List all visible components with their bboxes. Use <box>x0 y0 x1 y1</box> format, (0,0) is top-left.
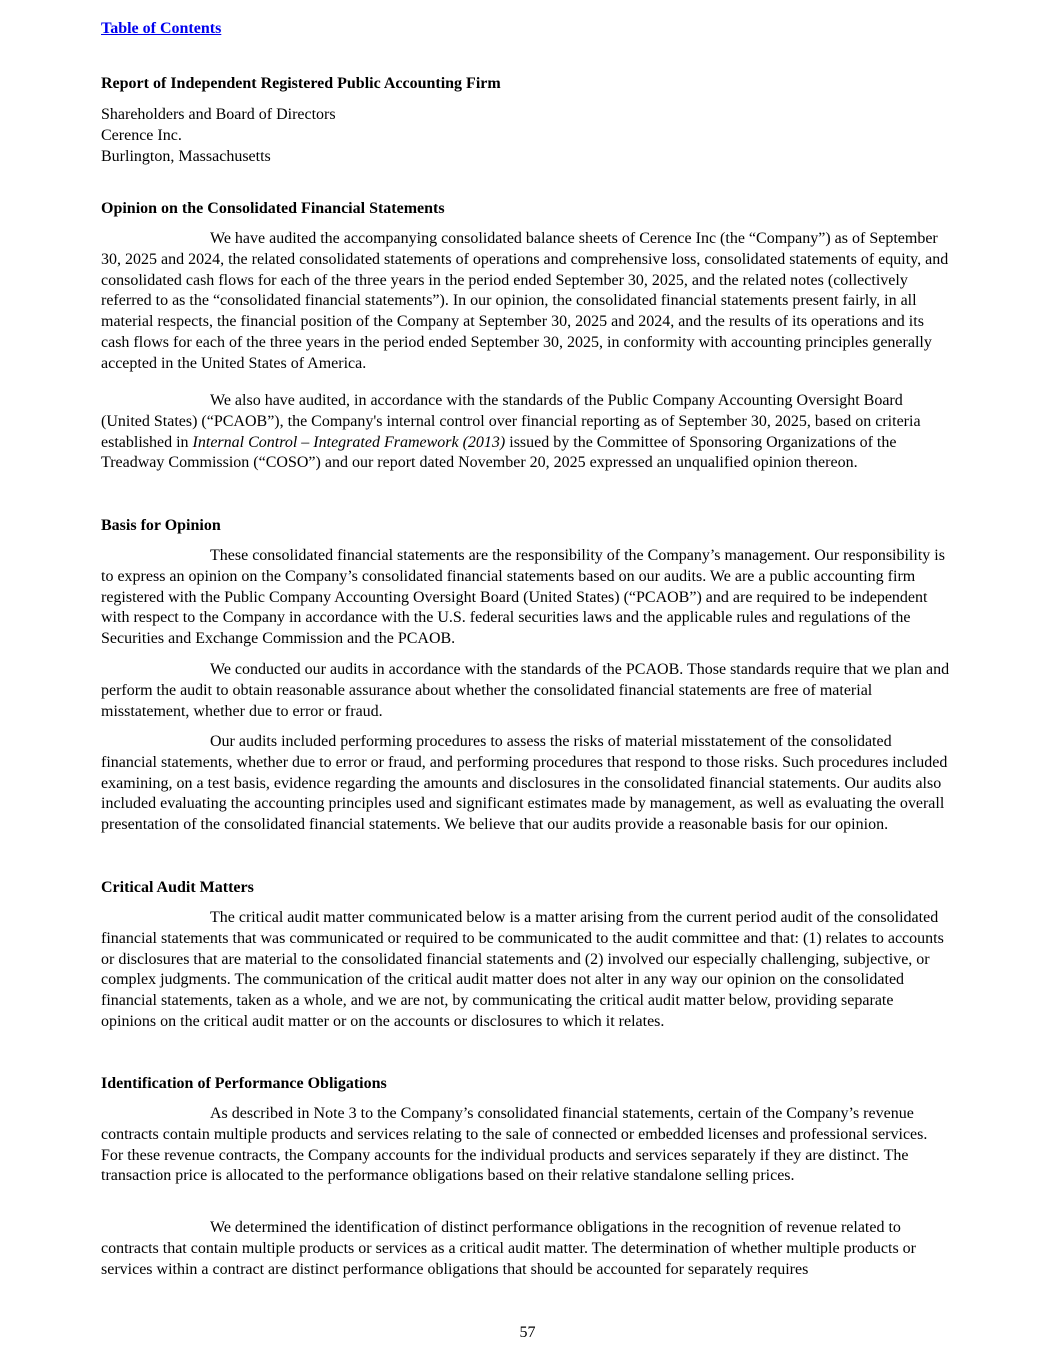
table-of-contents-link[interactable]: Table of Contents <box>101 20 222 37</box>
opinion-paragraph-1: We have audited the accompanying consolidated balance sheets of Cerence Inc (the “Company”) as of September 30, 2025 and 2024, the related consolidated statements of operations and comprehensive loss, consolidated statements of equity, and consolidated cash flows for each of the three years in the period ended September 30, 2025, and the related notes (collectively referred to as the “consolidated financial statements”). In our opinion, the consolidated financial statements present fairly, in all material respects, the financial position of the Company at September 30, 2025 and 2024, and the results of its operations and its cash flows for each of the three years in the period ended September 30, 2025, in conformity with accounting principles generally accepted in the United States of America. <box>101 230 949 372</box>
opinion-paragraph-2-text-a: We also have audited, in accordance with the standards of the Public Company Accounting Oversight Board (United States) (“PCAOB”), the Company's internal control over financial reporting as of September 30, 2025, based on criteria established in <box>101 392 921 451</box>
performance-obligations-heading: Identification of Performance Obligations <box>101 1075 387 1092</box>
addressee-line: Shareholders and Board of Directors <box>101 106 336 123</box>
performance-obligations-paragraph-1: As described in Note 3 to the Company’s consolidated financial statements, certain of the Company’s revenue contracts contain multiple products and services relating to the sale of connected or embedded licenses and professional services. For these revenue contracts, the Company accounts for the individual products and services separately if they are distinct. The transaction price is allocated to the performance obligations based on their relative standalone selling prices. <box>101 1105 928 1185</box>
report-title: Report of Independent Registered Public Accounting Firm <box>101 75 501 92</box>
opinion-paragraph-2 <box>101 391 951 474</box>
opinion-paragraph-2-text-b: issued by the Committee of Sponsoring Organizations of the Treadway Commission (“COSO”) and our report dated November 20, 2025 expressed an unqualified opinion thereon. <box>101 433 897 472</box>
basis-paragraph-3: Our audits included performing procedures to assess the risks of material misstatement of the consolidated financial statements, whether due to error or fraud, and performing procedures that respond to those risks. Such procedures included examining, on a test basis, evidence regarding the amounts and disclosures in the consolidated financial statements. Our audits also included evaluating the accounting principles used and significant estimates made by management, as well as evaluating the overall presentation of the consolidated financial statements. We believe that our audits provide a reasonable basis for our opinion. <box>101 733 948 834</box>
critical-audit-matters-heading: Critical Audit Matters <box>101 879 254 896</box>
basis-paragraph-1: These consolidated financial statements are the responsibility of the Company’s management. Our responsibility is to express an opinion on the Company’s consolidated financial statements based on our audits. We are a public accounting firm registered with the Public Company Accounting Oversight Board (United States) (“PCAOB”) and are required to be independent with respect to the Company in accordance with the U.S. federal securities laws and the applicable rules and regulations of the Securities and Exchange Commission and the PCAOB. <box>101 547 945 648</box>
basis-paragraph-2: We conducted our audits in accordance with the standards of the PCAOB. Those standards require that we plan and perform the audit to obtain reasonable assurance about whether the consolidated financial statements are free of material misstatement, whether due to error or fraud. <box>101 661 950 720</box>
opinion-heading: Opinion on the Consolidated Financial Statements <box>101 200 445 217</box>
company-name-line: Cerence Inc. <box>101 126 182 144</box>
addressee-block <box>101 105 336 167</box>
performance-obligations-paragraph-2: We determined the identification of distinct performance obligations in the recognition of revenue related to contracts that contain multiple products or services as a critical audit matter. The determination of whether multiple products or services within a contract are distinct performance obligations that should be accounted for separately requires <box>101 1219 917 1278</box>
page-number: 57 <box>519 1324 536 1341</box>
basis-heading: Basis for Opinion <box>101 517 221 534</box>
location-line: Burlington, Massachusetts <box>101 147 271 165</box>
critical-audit-matters-paragraph: The critical audit matter communicated below is a matter arising from the current period audit of the consolidated financial statements that was communicated or required to be communicated to the audit committee and that: (1) relates to accounts or disclosures that are material to the consolidated financial statements and (2) involved our especially challenging, subjective, or complex judgments. The communication of the critical audit matter does not alter in any way our opinion on the consolidated financial statements, taken as a whole, and we are not, by communicating the critical audit matter below, providing separate opinions on the critical audit matter or on the accounts or disclosures to which it relates. <box>101 909 944 1030</box>
framework-title: Internal Control – Integrated Framework (2013) <box>192 433 506 451</box>
